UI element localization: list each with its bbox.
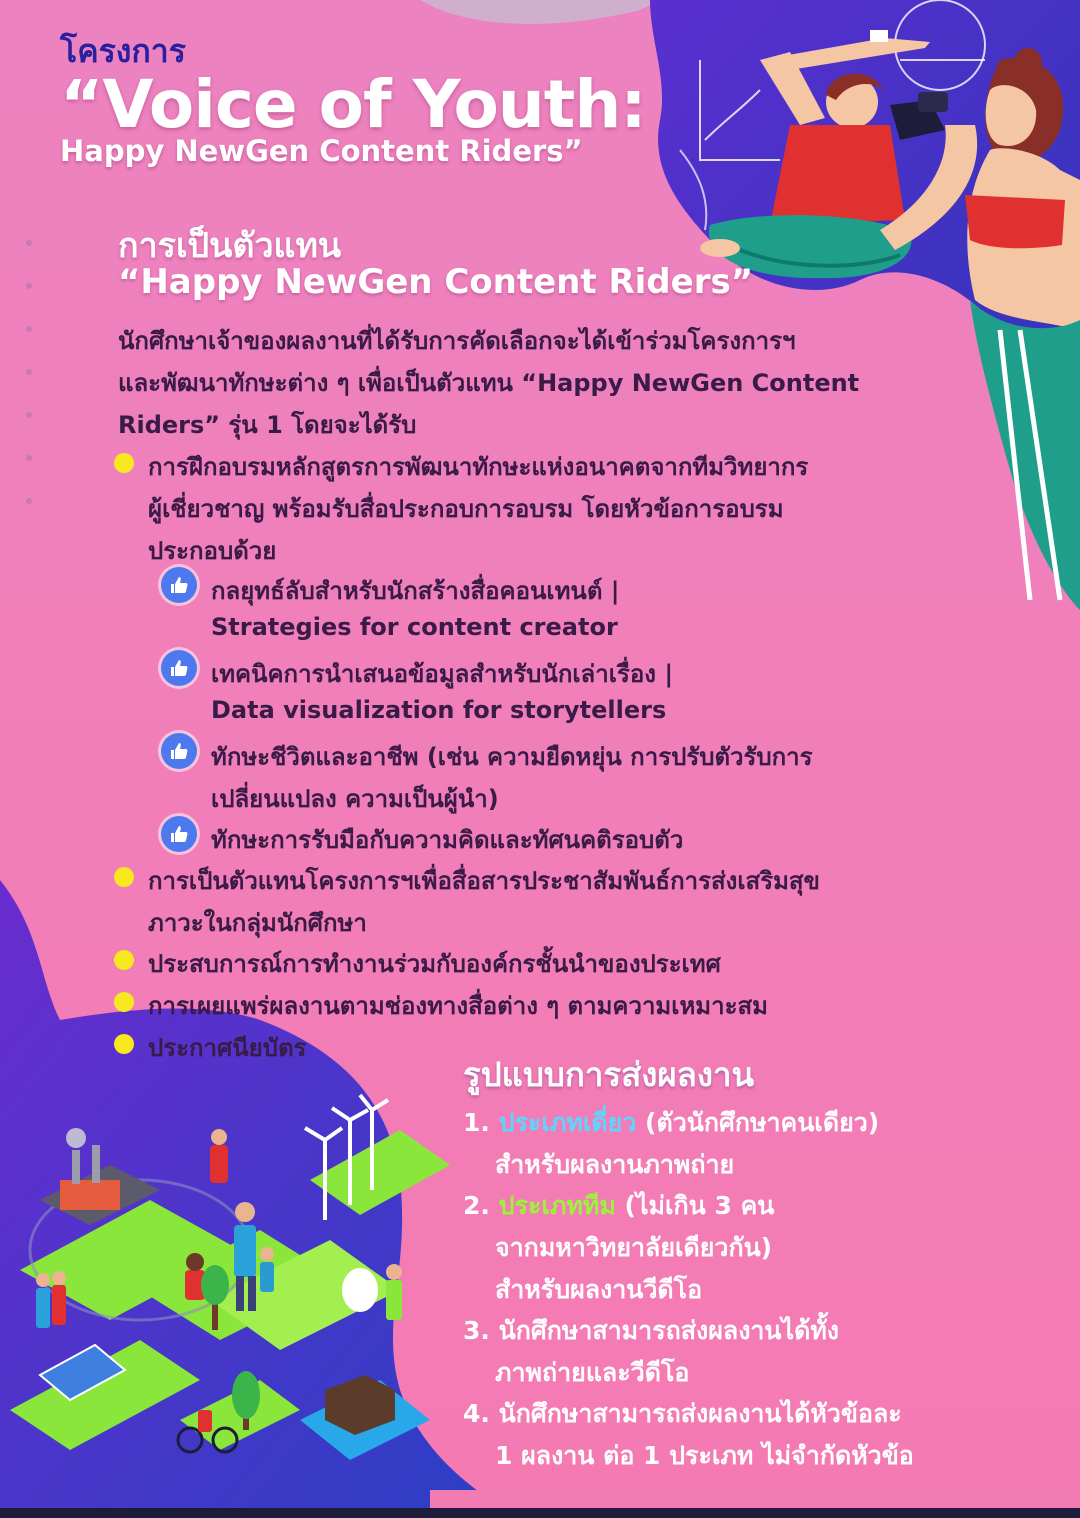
format-number: 4. — [463, 1399, 490, 1428]
format-number: 2. — [463, 1191, 490, 1220]
format-number: 1. — [463, 1108, 490, 1137]
thumbs-up-icon — [161, 733, 197, 769]
thumbs-up-icon — [161, 816, 197, 852]
decor-dot — [26, 326, 32, 332]
format-detail: (ตัวนักศึกษาคนเดียว) — [636, 1108, 880, 1137]
project-kicker: โครงการ — [60, 32, 186, 70]
project-subtitle: Happy NewGen Content Riders” — [60, 134, 583, 168]
thumbs-up-icon — [161, 567, 197, 603]
format-detail: นักศึกษาสามารถส่งผลงานได้ทั้ง — [498, 1316, 840, 1345]
intro-line: นักศึกษาเจ้าของผลงานที่ได้รับการคัดเลือกจะได้เข้าร่วมโครงการฯ — [118, 327, 796, 355]
bullet-dot — [114, 453, 134, 473]
decor-dot — [26, 240, 32, 246]
intro-line: และพัฒนาทักษะต่าง ๆ เพื่อเป็นตัวแทน “Happy NewGen Content — [118, 369, 860, 397]
format-detail-line: ภาพถ่ายและวีดีโอ — [495, 1358, 690, 1387]
format-detail-line: สำหรับผลงานภาพถ่าย — [495, 1150, 735, 1179]
benefit-representative-line: การเป็นตัวแทนโครงการฯเพื่อสื่อสารประชาสัมพันธ์การส่งเสริมสุข — [148, 867, 820, 895]
team-type-label: ประเภททีม — [498, 1191, 616, 1220]
format-item-individual — [463, 1103, 879, 1143]
section-heading-line2: “Happy NewGen Content Riders” — [118, 262, 754, 302]
format-detail: (ไม่เกิน 3 คน — [615, 1191, 775, 1220]
format-detail-line: จากมหาวิทยาลัยเดียวกัน) — [495, 1233, 773, 1262]
thumbs-up-icon — [161, 650, 197, 686]
format-detail-line: 1 ผลงาน ต่อ 1 ประเภท ไม่จำกัดหัวข้อ — [495, 1441, 914, 1470]
submission-format-heading: รูปแบบการส่งผลงาน — [463, 1055, 755, 1094]
benefit-publication: การเผยแพร่ผลงานตามช่องทางสื่อต่าง ๆ ตามความเหมาะสม — [148, 992, 768, 1020]
benefit-training-line: การฝึกอบรมหลักสูตรการพัฒนาทักษะแห่งอนาคตจากทีมวิทยากร — [148, 453, 809, 481]
topic-item: กลยุทธ์ลับสำหรับนักสร้างสื่อคอนเทนต์ | — [211, 577, 620, 605]
topic-item: เปลี่ยนแปลง ความเป็นผู้นำ) — [211, 785, 499, 813]
format-detail: นักศึกษาสามารถส่งผลงานได้หัวข้อละ — [498, 1399, 902, 1428]
benefit-certificate: ประกาศนียบัตร — [148, 1034, 307, 1062]
topic-item: ทักษะการรับมือกับความคิดและทัศนคติรอบตัว — [211, 826, 684, 854]
topic-item-en: Data visualization for storytellers — [211, 696, 667, 724]
topic-item-en: Strategies for content creator — [211, 613, 618, 641]
decor-dot — [26, 412, 32, 418]
benefit-experience: ประสบการณ์การทำงานร่วมกับองค์กรชั้นนำของประเทศ — [148, 950, 721, 978]
decor-dot — [26, 455, 32, 461]
bullet-dot — [114, 950, 134, 970]
bullet-dot — [114, 1034, 134, 1054]
format-item-both — [463, 1311, 839, 1351]
benefit-training-line: ผู้เชี่ยวชาญ พร้อมรับสื่อประกอบการอบรม โดยหัวข้อการอบรม — [148, 495, 784, 523]
project-title: “Voice of Youth: — [60, 66, 646, 143]
topic-item: ทักษะชีวิตและอาชีพ (เช่น ความยืดหยุ่น การปรับตัวรับการ — [211, 743, 813, 771]
bullet-dot — [114, 992, 134, 1012]
section-heading-line1: การเป็นตัวแทน — [118, 226, 342, 266]
format-item-team — [463, 1186, 774, 1226]
format-item-limit — [463, 1394, 902, 1434]
decor-dot — [26, 369, 32, 375]
format-number: 3. — [463, 1316, 490, 1345]
bullet-dot — [114, 867, 134, 887]
format-detail-line: สำหรับผลงานวีดีโอ — [495, 1275, 703, 1304]
topic-item: เทคนิคการนำเสนอข้อมูลสำหรับนักเล่าเรื่อง | — [211, 660, 674, 688]
decor-dot — [26, 498, 32, 504]
decor-dot — [26, 283, 32, 289]
intro-line: Riders” รุ่น 1 โดยจะได้รับ — [118, 411, 417, 439]
benefit-representative-line: ภาวะในกลุ่มนักศึกษา — [148, 909, 367, 937]
benefit-training-line: ประกอบด้วย — [148, 537, 277, 565]
individual-type-label: ประเภทเดี่ยว — [498, 1108, 637, 1137]
